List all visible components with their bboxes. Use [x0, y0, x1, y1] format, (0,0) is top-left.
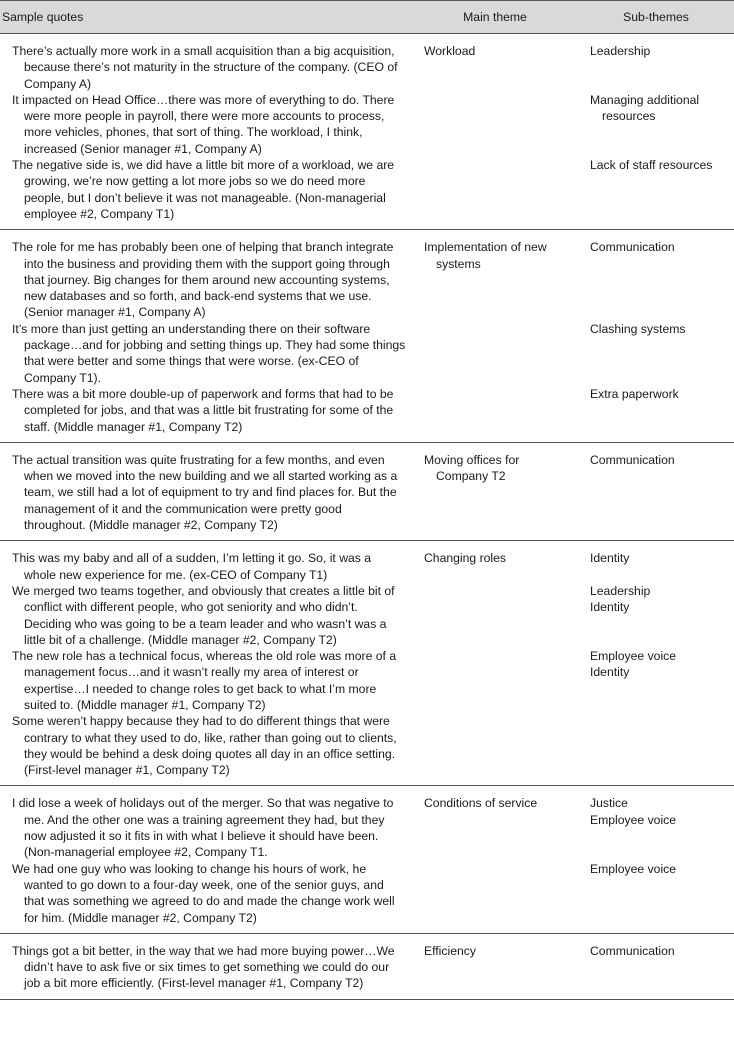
table-row: [0, 92, 734, 157]
theme-group: [0, 933, 734, 999]
theme-group: [0, 442, 734, 540]
sub-theme: Justice: [590, 796, 628, 811]
sample-quote: Some weren’t happy because they had to do different things that were contrary to what they used to do, like, rather than going out to clients, they would be behind a desk doing quotes all day in an office setting. (First-level manager #1, Company T2): [12, 714, 397, 778]
sub-theme: Identity: [590, 600, 630, 615]
theme-group: [0, 230, 734, 443]
sub-theme: Employee voice: [590, 861, 677, 876]
sub-themes-cell: [578, 386, 734, 402]
sub-themes-cell: [578, 550, 734, 566]
sub-theme: Communication: [590, 240, 675, 255]
sub-theme: Identity: [590, 665, 630, 680]
sample-quote: The negative side is, we did have a little bit more of a workload, we are growing, we’re now getting a lot more jobs so we do need more people, but I don’t believe it was not manageable. (Non-managerial employee #2, Company T1): [12, 158, 395, 221]
sub-theme: Employee voice: [590, 812, 677, 827]
header-sub-themes: Sub-themes: [578, 1, 734, 34]
sub-theme: Leadership: [590, 583, 651, 598]
theme-group: [0, 34, 734, 230]
sub-themes-cell: [578, 157, 734, 173]
sub-theme: Managing additional resources: [590, 92, 700, 124]
table-row: [0, 861, 734, 934]
sample-quote: The new role has a technical focus, whereas the old role was more of a management focus…and it wasn’t really my area of interest or expertise…I needed to change roles to get back to what I’m more suited to. (Middle manager #1, Company T2): [12, 649, 397, 712]
sub-themes-cell: [578, 321, 734, 337]
sample-quote: The actual transition was quite frustrating for a few months, and even when we moved into the new building and we all started working as a team, we still had a lot of equipment to try and find places for. But the management of it and the communication were pretty good throughout. (Middle manager #2, Company T2): [12, 452, 398, 533]
sub-themes-cell: [578, 583, 734, 616]
main-theme: Efficiency: [424, 943, 476, 958]
table-row: [0, 34, 734, 92]
table-row: [0, 583, 734, 648]
sub-theme: Identity: [590, 551, 630, 566]
sub-theme: Clashing systems: [590, 321, 686, 336]
sample-quote: There’s actually more work in a small acquisition than a big acquisition, because there’s not maturity in the structure of the company. (CEO of Company A): [12, 44, 398, 91]
sample-quote: Things got a bit better, in the way that we had more buying power…We didn’t have to ask five or six times to get something we could do our job a bit more efficiently. (First-level manager #1, Company T2): [12, 943, 395, 991]
main-theme: Changing roles: [424, 551, 506, 566]
table-header: [0, 1, 734, 34]
sample-quote: We merged two teams together, and obviously that creates a little bit of conflict with different people, who got seniority and who didn’t. Deciding who was going to be a team leader and who wasn’t was a little bit of a challenge. (Middle manager #2, Company T2): [12, 583, 395, 647]
sample-quote: It’s more than just getting an understanding there on their software package…and for jobbing and setting things up. They had some things that were better and some things that were worse. (ex-CEO of Company T1).: [12, 321, 406, 385]
table-row: [0, 230, 734, 321]
sample-quote: It impacted on Head Office…there was more of everything to do. There were more people in payroll, there were more accounts to process, more vehicles, phones, that sort of thing. The workload, I think, increased (Senior manager #1, Company A): [12, 92, 395, 156]
sub-themes-cell: [578, 943, 734, 959]
table-row: [0, 648, 734, 713]
sub-themes-cell: [578, 239, 734, 255]
table-row: [0, 442, 734, 540]
main-theme: Workload: [424, 44, 476, 58]
sub-themes-cell: [578, 43, 734, 59]
sub-theme: Communication: [590, 452, 675, 467]
sub-theme: Extra paperwork: [590, 386, 679, 401]
sample-quote: There was a bit more double-up of paperwork and forms that had to be completed for jobs, and that was a little bit frustrating for some of the staff. (Middle manager #1, Company T2): [12, 386, 394, 434]
table-row: [0, 157, 734, 230]
sub-theme: Employee voice: [590, 649, 677, 664]
sample-quote: The role for me has probably been one of helping that branch integrate into the business and providing them with the support going through that journey. Big changes for them around new accounting systems, new databases and so forth, and back-end systems that we use. (Senior manager #1, Company A): [12, 240, 394, 320]
table-row: [0, 321, 734, 386]
main-theme: Moving offices for Company T2: [424, 452, 520, 484]
sub-themes-cell: [578, 452, 734, 468]
table-row: [0, 933, 734, 999]
sample-quote: This was my baby and all of a sudden, I’m letting it go. So, it was a whole new experience for me. (ex-CEO of Company T1): [12, 551, 372, 582]
sample-quote: I did lose a week of holidays out of the merger. So that was negative to me. And the other one was a training agreement they had, but they now adjusted it so it fits in with what I believe it should have been. (Non-managerial employee #2, Company T1.: [12, 796, 394, 860]
table-row: [0, 786, 734, 861]
header-sample-quotes: Sample quotes: [0, 1, 412, 34]
sub-themes-cell: [578, 795, 734, 828]
theme-group: [0, 541, 734, 786]
main-theme: Implementation of new systems: [424, 240, 547, 271]
theme-group: [0, 786, 734, 933]
main-theme: Conditions of service: [424, 796, 538, 811]
sub-themes-cell: [578, 92, 734, 125]
sub-theme: Lack of staff resources: [590, 158, 713, 173]
table-row: [0, 713, 734, 786]
sample-quote: We had one guy who was looking to change his hours of work, he wanted to go down to a four-day week, one of the senior guys, and that was something we agreed to do and made the change work well for him. (Middle manager #2, Company T2): [12, 861, 395, 925]
sub-themes-cell: [578, 648, 734, 681]
sub-themes-cell: [578, 861, 734, 877]
header-main-theme: Main theme: [412, 1, 578, 34]
sub-theme: Leadership: [590, 44, 651, 58]
sub-theme: Communication: [590, 943, 675, 958]
table-row: [0, 541, 734, 583]
table-row: [0, 386, 734, 442]
